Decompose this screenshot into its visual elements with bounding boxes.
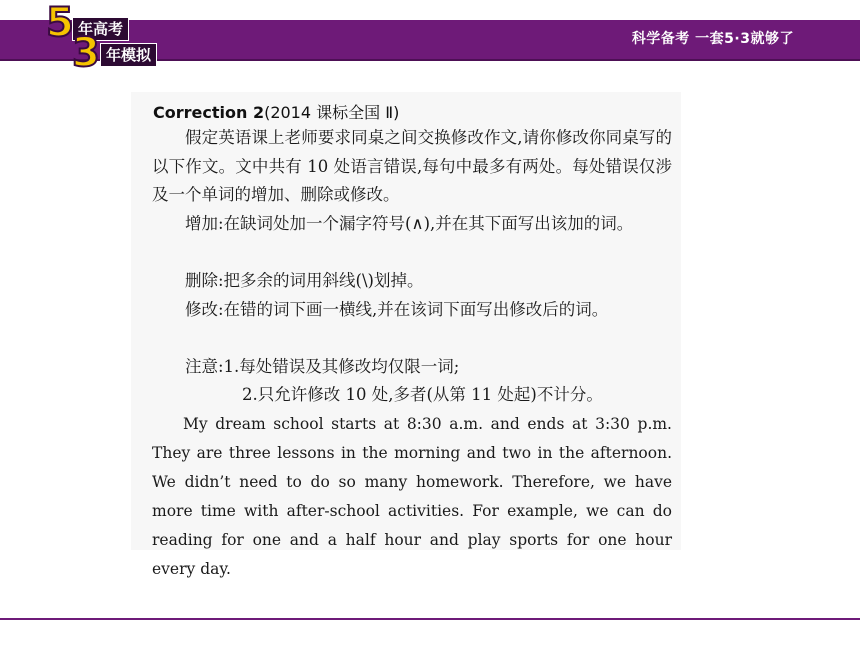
exercise-title-source: (2014 课标全国 Ⅱ) [264,103,400,122]
logo-label-bottom: 年模拟 [100,43,157,67]
exercise-title [153,100,399,123]
brand-logo [42,0,172,77]
logo-label-top: 年高考 [72,17,129,41]
essay-text: My dream school starts at 8:30 a.m. and ends at 3:30 p.m. They are three lessons in the morning and two in the afternoon. We didn’t need to do so many homework. Therefore, we have more time with after-school activities. For example, we can do reading for one and a half hour and play sports for one hour every day. [152,415,672,578]
header-slogan: 科学备考 一套5·3就够了 [631,31,794,47]
modify-rule: 修改:在错的词下画一横线,并在该词下面写出修改后的词。 [185,300,609,319]
logo-digit-three: 3 [72,30,100,76]
logo-digit-five: 5 [46,0,74,46]
add-rule: 增加:在缺词处加一个漏字符号(∧),并在其下面写出该加的词。 [185,214,634,233]
delete-rule: 删除:把多余的词用斜线(\)划掉。 [185,271,424,290]
note-1: 注意:1.每处错误及其修改均仅限一词; [185,357,460,376]
note-2: 2.只允许修改 10 处,多者(从第 11 处起)不计分。 [242,385,603,404]
footer-divider [0,618,860,620]
instructions-paragraph: 假定英语课上老师要求同桌之间交换修改作文,请你修改你同桌写的以下作文。文中共有 10 处语言错误,每句中最多有两处。每处错误仅涉及一个单词的增加、删除或修改。 [152,128,672,204]
exercise-title-prefix: Correction 2 [153,103,265,122]
